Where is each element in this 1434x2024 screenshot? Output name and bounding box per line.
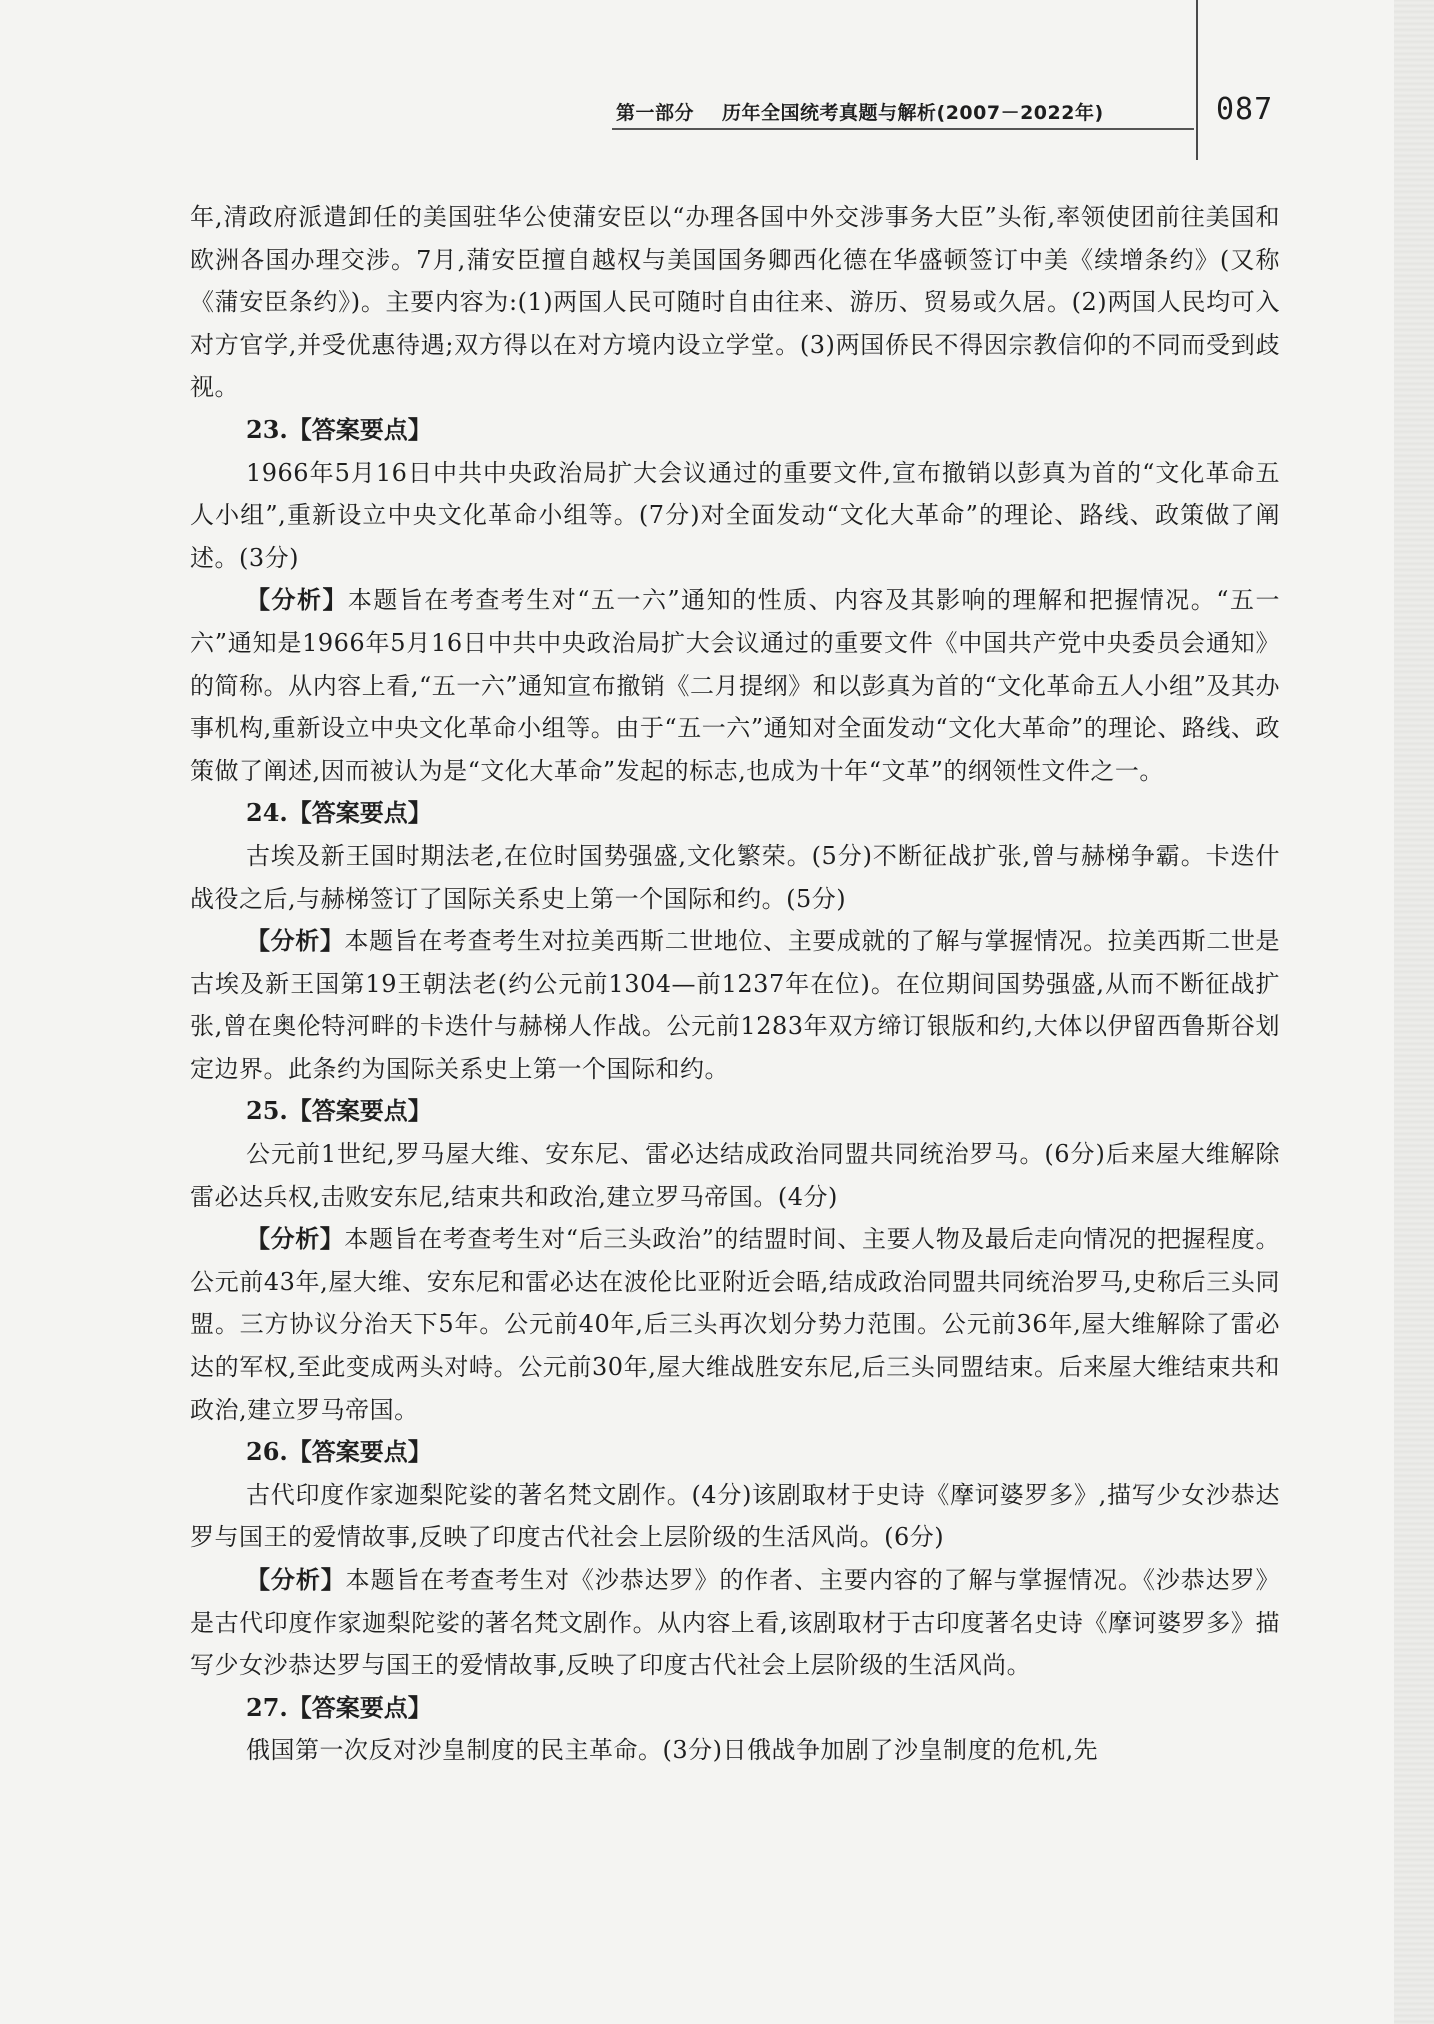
question-27-heading <box>190 1687 1280 1730</box>
analysis-tag: 【分析】 <box>246 1225 345 1254</box>
header-part: 第一部分 <box>616 102 695 124</box>
answer-heading: 【答案要点】 <box>287 799 432 828</box>
question-26-answer: 古代印度作家迦梨陀娑的著名梵文剧作。(4分)该剧取材于史诗《摩诃婆罗多》,描写少女沙恭达罗与国王的爱情故事,反映了印度古代社会上层阶级的生活风尚。(6分) <box>190 1480 1280 1552</box>
page-edge-shadow <box>1394 0 1434 2024</box>
analysis-text: 本题旨在考查考生对《沙恭达罗》的作者、主要内容的了解与掌握情况。《沙恭达罗》是古代印度作家迦梨陀娑的著名梵文剧作。从内容上看,该剧取材于古印度著名史诗《摩诃婆罗多》描写少女沙恭达罗与国王的爱情故事,反映了印度古代社会上层阶级的生活风尚。 <box>190 1566 1281 1680</box>
question-23-heading <box>190 409 1280 452</box>
question-25-analysis <box>190 1218 1280 1431</box>
question-number: 24. <box>246 798 288 828</box>
analysis-tag: 【分析】 <box>246 1566 346 1594</box>
question-27-answer: 俄国第一次反对沙皇制度的民主革命。(3分)日俄战争加剧了沙皇制度的危机,先 <box>246 1736 1099 1765</box>
question-number: 25. <box>246 1096 288 1126</box>
question-24-analysis <box>190 920 1280 1090</box>
margin-rule <box>1196 0 1198 160</box>
question-23-answer: 1966年5月16日中共中央政治局扩大会议通过的重要文件,宣布撤销以彭真为首的“文化革命五人小组”,重新设立中央文化革命小组等。(7分)对全面发动“文化大革命”的理论、路线、政策做了阐述。(3分) <box>190 458 1280 572</box>
question-number: 26. <box>246 1437 288 1467</box>
answer-heading: 【答案要点】 <box>287 1438 432 1467</box>
analysis-text: 本题旨在考查考生对“五一六”通知的性质、内容及其影响的理解和把握情况。“五一六”通知是1966年5月16日中共中央政治局扩大会议通过的重要文件《中国共产党中央委员会通知》的简称。从内容上看,“五一六”通知宣布撤销《二月提纲》和以彭真为首的“文化革命五人小组”及其办事机构,重新设立中央文化革命小组等。由于“五一六”通知对全面发动“文化大革命”的理论、路线、政策做了阐述,因而被认为是“文化大革命”发起的标志,也成为十年“文革”的纲领性文件之一。 <box>190 586 1280 785</box>
answer-heading: 【答案要点】 <box>287 415 432 444</box>
question-26-heading <box>190 1431 1280 1474</box>
analysis-text: 本题旨在考查考生对“后三头政治”的结盟时间、主要人物及最后走向情况的把握程度。公元前43年,屋大维、安东尼和雷必达在波伦比亚附近会晤,结成政治同盟共同统治罗马,史称后三头同盟。三方协议分治天下5年。公元前40年,后三头再次划分势力范围。公元前36年,屋大维解除了雷必达的军权,至此变成两头对峙。公元前30年,屋大维战胜安东尼,后三头同盟结束。后来屋大维结束共和政治,建立罗马帝国。 <box>190 1225 1281 1424</box>
analysis-tag: 【分析】 <box>246 927 345 956</box>
question-25-answer: 公元前1世纪,罗马屋大维、安东尼、雷必达结成政治同盟共同统治罗马。(6分)后来屋大维解除雷必达兵权,击败安东尼,结束共和政治,建立罗马帝国。(4分) <box>190 1140 1280 1211</box>
question-26-analysis <box>190 1559 1280 1687</box>
question-23-analysis <box>190 579 1280 792</box>
intro-paragraph: 年,清政府派遣卸任的美国驻华公使蒲安臣以“办理各国中外交涉事务大臣”头衔,率领使团前往美国和欧洲各国办理交涉。7月,蒲安臣擅自越权与美国国务卿西化德在华盛顿签订中美《续增条约》(又称《蒲安臣条约》)。主要内容为:(1)两国人民可随时自由往来、游历、贸易或久居。(2)两国人民均可入对方官学,并受优惠待遇;双方得以在对方境内设立学堂。(3)两国侨民不得因宗教信仰的不同而受到歧视。 <box>190 203 1280 402</box>
answer-heading: 【答案要点】 <box>287 1097 432 1126</box>
analysis-tag: 【分析】 <box>246 586 348 615</box>
page-body <box>190 196 1280 1772</box>
analysis-text: 本题旨在考查考生对拉美西斯二世地位、主要成就的了解与掌握情况。拉美西斯二世是古埃及新王国第19王朝法老(约公元前1304—前1237年在位)。在位期间国势强盛,从而不断征战扩张,曾在奥伦特河畔的卡迭什与赫梯人作战。公元前1283年双方缔订银版和约,大体以伊留西鲁斯谷划定边界。此条约为国际关系史上第一个国际和约。 <box>190 927 1281 1083</box>
question-24-heading <box>190 792 1280 835</box>
page-number: 087 <box>1216 92 1274 127</box>
question-number: 23. <box>246 414 288 444</box>
header-rule <box>612 128 1194 130</box>
running-header <box>616 98 1104 125</box>
question-24-answer: 古埃及新王国时期法老,在位时国势强盛,文化繁荣。(5分)不断征战扩张,曾与赫梯争霸。卡迭什战役之后,与赫梯签订了国际关系史上第一个国际和约。(5分) <box>190 841 1280 913</box>
answer-heading: 【答案要点】 <box>287 1693 432 1722</box>
question-25-heading <box>190 1090 1280 1133</box>
question-number: 27. <box>246 1692 288 1722</box>
header-title: 历年全国统考真题与解析(2007－2022年) <box>722 102 1104 124</box>
